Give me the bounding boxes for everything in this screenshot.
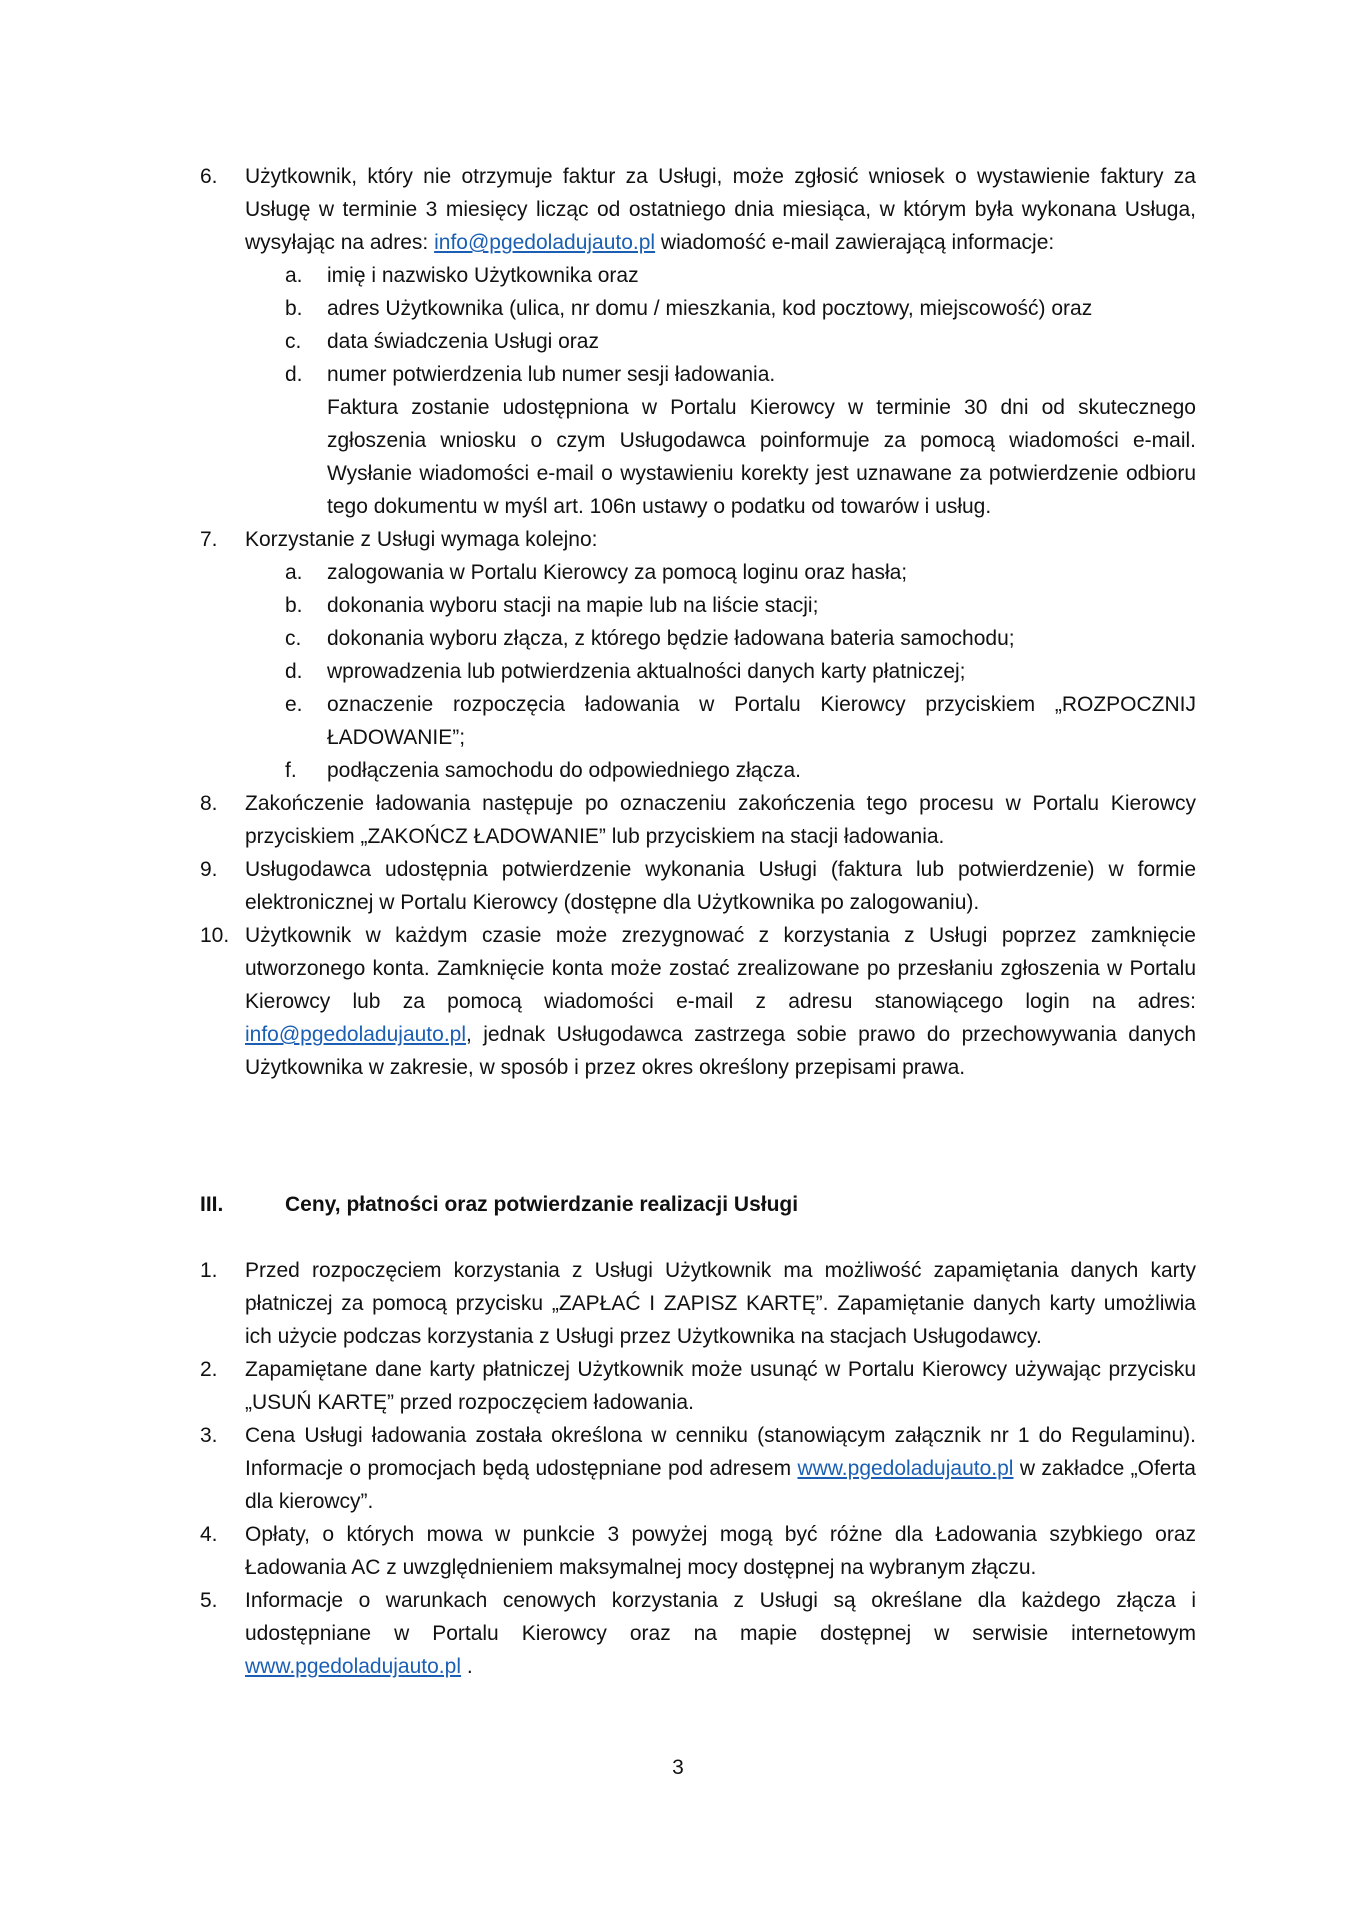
sub-item-letter: d. bbox=[285, 363, 303, 386]
sub-item-letter: a. bbox=[285, 264, 303, 287]
sub-item-letter: f. bbox=[285, 759, 297, 782]
website-link[interactable]: www.pgedoladujauto.pl bbox=[797, 1457, 1014, 1480]
item-number: 9. bbox=[200, 858, 218, 881]
item-number: 4. bbox=[200, 1523, 218, 1546]
list-item bbox=[0, 787, 1196, 853]
section-2-list bbox=[0, 160, 1356, 1084]
item-number: 1. bbox=[200, 1259, 218, 1282]
sub-item-letter: e. bbox=[285, 693, 303, 716]
item-text: Użytkownik, który nie otrzymuje faktur za Usługi, może zgłosić wniosek o wystawienie faktury za Usługę w terminie 3 miesięcy licząc od ostatniego dnia miesiąca, w którym była wykonana Usługa, wysyłając na adres: bbox=[245, 165, 1196, 254]
sub-item bbox=[0, 589, 1196, 622]
section-3-list bbox=[0, 1254, 1356, 1683]
sub-item-text: data świadczenia Usługi oraz bbox=[327, 330, 599, 353]
item-continuation: Faktura zostanie udostępniona w Portalu Kierowcy w terminie 30 dni od skutecznego zgłoszenia wniosku o czym Usługodawca poinformuje za pomocą wiadomości e-mail. Wysłanie wiadomości e-mail o wystawieniu korekty jest uznawane za potwierdzenie odbioru tego dokumentu w myśl art. 106n ustawy o podatku od towarów i usług. bbox=[327, 396, 1196, 518]
sub-item-text: zalogowania w Portalu Kierowcy za pomocą loginu oraz hasła; bbox=[327, 561, 908, 584]
sub-item bbox=[0, 688, 1196, 754]
sub-item bbox=[0, 259, 1196, 292]
sub-item-text: numer potwierdzenia lub numer sesji ładowania. bbox=[327, 363, 776, 386]
list-item bbox=[0, 1518, 1196, 1584]
item-text: Użytkownik w każdym czasie może zrezygnować z korzystania z Usługi poprzez zamknięcie utworzonego konta. Zamknięcie konta może zostać zrealizowane po przesłaniu zgłoszenia w Portalu Kierowcy lub za pomocą wiadomości e-mail z adresu stanowiącego login na adres: bbox=[245, 924, 1196, 1013]
item-text: Cena Usługi ładowania została określona w cenniku (stanowiącym załącznik nr 1 do Regulaminu). Informacje o promocjach będą udostępniane pod adresem bbox=[245, 1424, 1196, 1480]
list-item bbox=[0, 523, 1196, 556]
item-text: . bbox=[461, 1655, 473, 1678]
sub-item-text: wprowadzenia lub potwierdzenia aktualności danych karty płatniczej; bbox=[327, 660, 966, 683]
sub-item-letter: d. bbox=[285, 660, 303, 683]
sub-item bbox=[0, 655, 1196, 688]
sub-item bbox=[0, 556, 1196, 589]
item-number: 7. bbox=[200, 528, 218, 551]
item-text: Informacje o warunkach cenowych korzystania z Usługi są określane dla każdego złącza i udostępniane w Portalu Kierowcy oraz na mapie dostępnej w serwisie internetowym bbox=[245, 1589, 1196, 1645]
list-item bbox=[0, 1254, 1196, 1353]
section-number: III. bbox=[200, 1193, 224, 1216]
item-text: Zapamiętane dane karty płatniczej Użytkownik może usunąć w Portalu Kierowcy używając przycisku „USUŃ KARTĘ” przed rozpoczęciem ładowania. bbox=[245, 1358, 1196, 1414]
sub-item bbox=[0, 292, 1196, 325]
sub-item-text: podłączenia samochodu do odpowiedniego złącza. bbox=[327, 759, 801, 782]
item-number: 6. bbox=[200, 165, 218, 188]
list-item bbox=[0, 919, 1196, 1084]
item-number: 2. bbox=[200, 1358, 218, 1381]
page-number: 3 bbox=[672, 1756, 684, 1779]
item-text: Usługodawca udostępnia potwierdzenie wykonania Usługi (faktura lub potwierdzenie) w formie elektronicznej w Portalu Kierowcy (dostępne dla Użytkownika po zalogowaniu). bbox=[245, 858, 1196, 914]
list-item bbox=[0, 1584, 1196, 1683]
item-text: Opłaty, o których mowa w punkcie 3 powyżej mogą być różne dla Ładowania szybkiego oraz Ładowania AC z uwzględnieniem maksymalnej mocy dostępnej na wybranym złączu. bbox=[245, 1523, 1196, 1579]
item-number: 8. bbox=[200, 792, 218, 815]
sub-item-text: dokonania wyboru stacji na mapie lub na liście stacji; bbox=[327, 594, 819, 617]
sub-item-letter: c. bbox=[285, 627, 302, 650]
item-text: , jednak Usługodawca zastrzega sobie prawo do przechowywania danych Użytkownika w zakresie, w sposób i przez okres określony przepisami prawa. bbox=[245, 1023, 1196, 1079]
item-text: wiadomość e-mail zawierającą informacje: bbox=[655, 231, 1055, 254]
sub-item-letter: c. bbox=[285, 330, 302, 353]
item-text: Zakończenie ładowania następuje po oznaczeniu zakończenia tego procesu w Portalu Kierowcy przyciskiem „ZAKOŃCZ ŁADOWANIE” lub przyciskiem na stacji ładowania. bbox=[245, 792, 1196, 848]
list-item bbox=[0, 160, 1196, 259]
item-text: Przed rozpoczęciem korzystania z Usługi Użytkownik ma możliwość zapamiętania danych karty płatniczej za pomocą przycisku „ZAPŁAĆ I ZAPISZ KARTĘ”. Zapamiętanie danych karty umożliwia ich użycie podczas korzystania z Usługi przez Użytkownika na stacjach Usługodawcy. bbox=[245, 1259, 1196, 1348]
email-link[interactable]: info@pgedoladujauto.pl bbox=[245, 1023, 466, 1046]
section-title: Ceny, płatności oraz potwierdzanie realizacji Usługi bbox=[285, 1193, 799, 1216]
item-number: 3. bbox=[200, 1424, 218, 1447]
sub-item-letter: a. bbox=[285, 561, 303, 584]
item-text: w zakładce „Oferta dla kierowcy”. bbox=[245, 1457, 1196, 1513]
sub-item-text: adres Użytkownika (ulica, nr domu / mieszkania, kod pocztowy, miejscowość) oraz bbox=[327, 297, 1093, 320]
sub-item-text: dokonania wyboru złącza, z którego będzie ładowana bateria samochodu; bbox=[327, 627, 1015, 650]
sub-item bbox=[0, 622, 1196, 655]
sub-item bbox=[0, 325, 1196, 358]
item-number: 5. bbox=[200, 1589, 218, 1612]
sub-item-letter: b. bbox=[285, 297, 303, 320]
email-link[interactable]: info@pgedoladujauto.pl bbox=[434, 231, 656, 254]
list-item bbox=[0, 1419, 1196, 1518]
sub-item bbox=[0, 358, 1196, 391]
sub-item-letter: b. bbox=[285, 594, 303, 617]
item-number: 10. bbox=[200, 924, 230, 947]
list-item bbox=[0, 853, 1196, 919]
sub-item-text: imię i nazwisko Użytkownika oraz bbox=[327, 264, 639, 287]
sub-item-text: oznaczenie rozpoczęcia ładowania w Portalu Kierowcy przyciskiem „ROZPOCZNIJ ŁADOWANIE”; bbox=[327, 693, 1196, 749]
list-item bbox=[0, 1353, 1196, 1419]
sub-item bbox=[0, 754, 1196, 787]
item-text: Korzystanie z Usługi wymaga kolejno: bbox=[245, 528, 598, 551]
website-link[interactable]: www.pgedoladujauto.pl bbox=[245, 1655, 461, 1678]
